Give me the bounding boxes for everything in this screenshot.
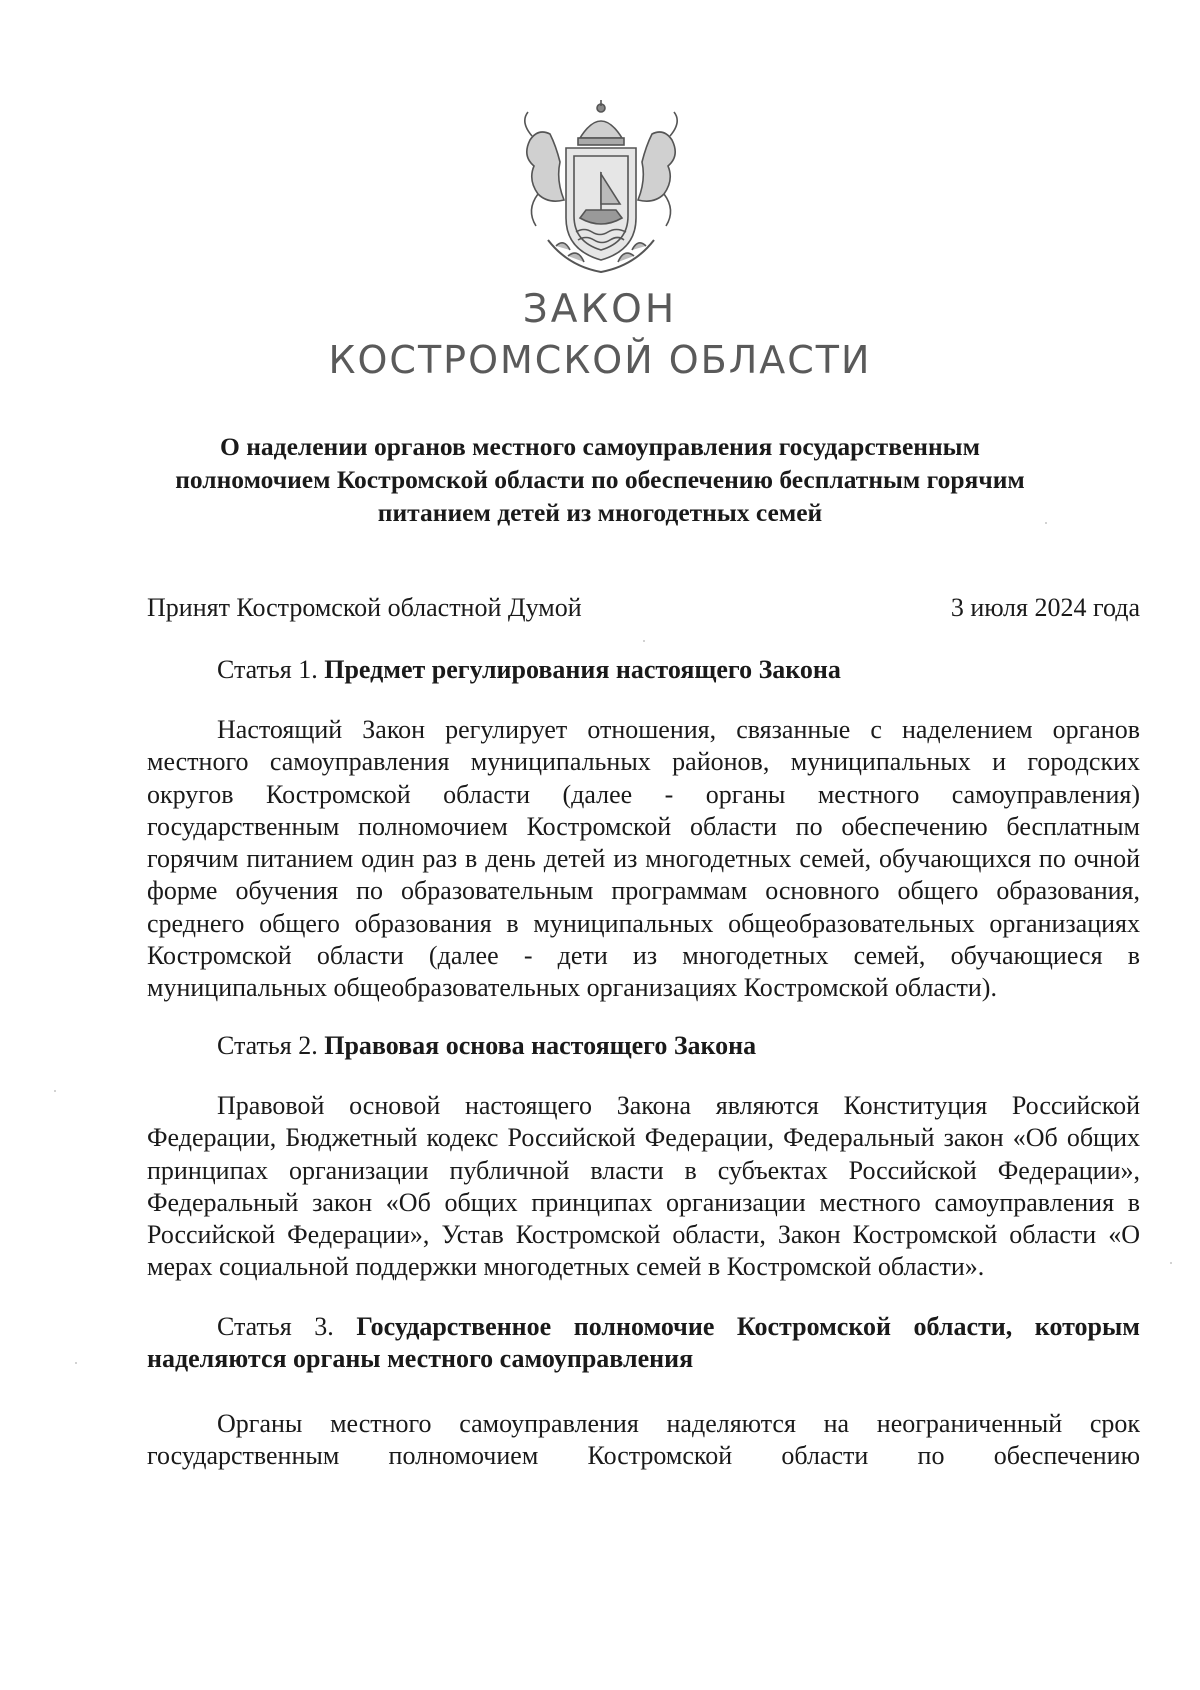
article-title: Государственное полномочие Костромской области, которым наделяются органы местного самоуправления xyxy=(147,1312,1141,1373)
scan-speck xyxy=(1045,522,1047,524)
region-heading: КОСТРОМСКОЙ ОБЛАСТИ xyxy=(328,338,872,382)
article-label: Статья 3. xyxy=(217,1312,334,1341)
article-1-text: Настоящий Закон регулирует отношения, связанные с наделением органов местного самоуправления муниципальных районов, муниципальных и городских округов Костромской области (далее - органы местного самоуправления) государственным полномочием Костромской области по обеспечению бесплатным горячим питанием один раз в день детей из многодетных семей, обучающихся по очной форме обучения по образовательным программам основного общего образования, среднего общего образования в муниципальных общеобразовательных организациях Костромской области (далее - дети из многодетных семей, обучающиеся в муниципальных общеобразовательных организациях Костромской области). xyxy=(147,715,1140,1003)
adoption-date: 3 июля 2024 года xyxy=(950,593,1140,622)
article-1-heading xyxy=(147,654,1140,686)
adoption-line xyxy=(147,592,1140,624)
article-title: Правовая основа настоящего Закона xyxy=(324,1031,757,1060)
scan-speck xyxy=(75,1362,77,1364)
scan-speck xyxy=(643,640,645,642)
article-title: Предмет регулирования настоящего Закона xyxy=(324,655,841,684)
scan-speck xyxy=(54,1090,56,1092)
article-2-heading xyxy=(147,1030,1140,1062)
article-label: Статья 2. xyxy=(217,1031,318,1060)
article-2-text: Правовой основой настоящего Закона являются Конституция Российской Федерации, Бюджетный кодекс Российской Федерации, Федеральный закон «Об общих принципах организации публичной власти в субъектах Российской Федерации», Федеральный закон «Об общих принципах организации местного самоуправления в Российской Федерации», Устав Костромской области, Закон Костромской области «О мерах социальной поддержки многодетных семей в Костромской области». xyxy=(147,1091,1140,1282)
coat-of-arms-emblem xyxy=(508,100,694,278)
article-label: Статья 1. xyxy=(217,655,318,684)
law-heading: ЗАКОН xyxy=(522,287,678,332)
scan-speck xyxy=(1170,1262,1172,1264)
law-title: О наделении органов местного самоуправления государственным полномочием Костромской области по обеспечению бесплатным горячим питанием детей из многодетных семей xyxy=(175,432,1025,527)
article-3-heading xyxy=(147,1311,1140,1375)
article-3-text: Органы местного самоуправления наделяются на неограниченный срок государственным полномочием Костромской области по обеспечению xyxy=(147,1409,1140,1471)
adopted-by: Принят Костромской областной Думой xyxy=(147,593,582,622)
